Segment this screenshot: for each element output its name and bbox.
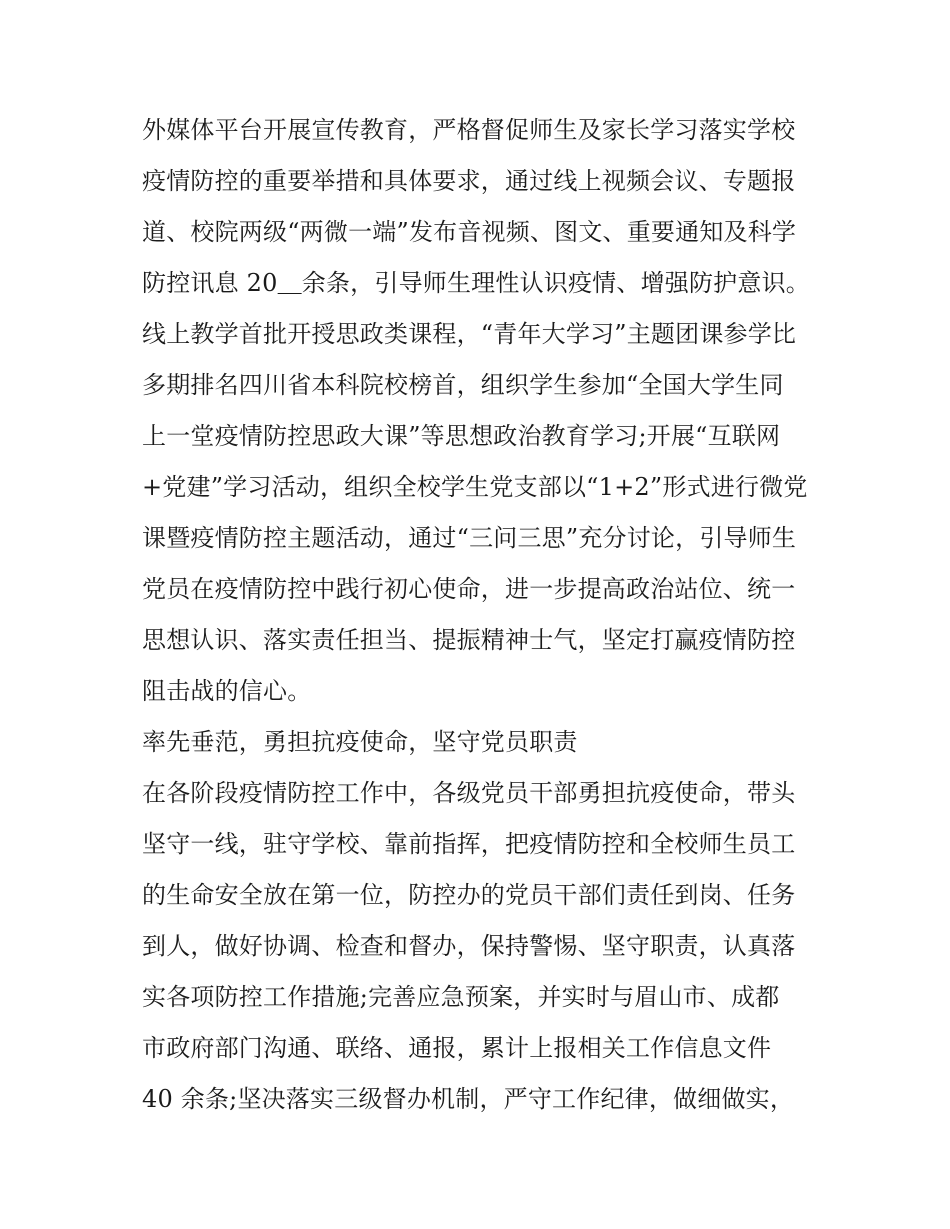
text-line: 防控讯息 20＿余条，引导师生理性认识疫情、增强防护意识。	[142, 269, 810, 297]
text-line: 思想认识、落实责任担当、提振精神士气，坚定打赢疫情防控	[142, 626, 796, 654]
text-line: +党建”学习活动，组织全校学生党支部以“1+2”形式进行微党	[142, 473, 808, 501]
text-line: 课暨疫情防控主题活动，通过“三问三思”充分讨论，引导师生	[142, 524, 797, 552]
text-line: 外媒体平台开展宣传教育，严格督促师生及家长学习落实学校	[142, 116, 796, 144]
section-heading: 率先垂范，勇担抗疫使命，坚守党员职责	[142, 728, 578, 756]
text-line: 实各项防控工作措施;完善应急预案，并实时与眉山市、成都	[142, 983, 780, 1011]
text-line: 到人，做好协调、检查和督办，保持警惕、坚守职责，认真落	[142, 932, 796, 960]
text-line: 上一堂疫情防控思政大课”等思想政治教育学习;开展“互联网	[142, 422, 781, 450]
text-line: 的生命安全放在第一位，防控办的党员干部们责任到岗、任务	[142, 881, 796, 909]
text-line: 40 余条;坚决落实三级督办机制，严守工作纪律，做细做实，	[142, 1085, 795, 1113]
text-line: 阻击战的信心。	[142, 677, 312, 705]
text-line: 党员在疫情防控中践行初心使命，进一步提高政治站位、统一	[142, 575, 796, 603]
text-line: 在各阶段疫情防控工作中，各级党员干部勇担抗疫使命，带头	[142, 779, 796, 807]
text-line: 多期排名四川省本科院校榜首，组织学生参加“全国大学生同	[142, 371, 784, 399]
text-line: 线上教学首批开授思政类课程，“青年大学习”主题团课参学比	[142, 320, 797, 348]
text-line: 市政府部门沟通、联络、通报，累计上报相关工作信息文件	[142, 1034, 772, 1062]
text-line: 道、校院两级“两微一端”发布音视频、图文、重要通知及科学	[142, 218, 797, 246]
body-text	[142, 110, 822, 1130]
text-line: 疫情防控的重要举措和具体要求，通过线上视频会议、专题报	[142, 167, 796, 195]
text-line: 坚守一线，驻守学校、靠前指挥，把疫情防控和全校师生员工	[142, 830, 796, 858]
